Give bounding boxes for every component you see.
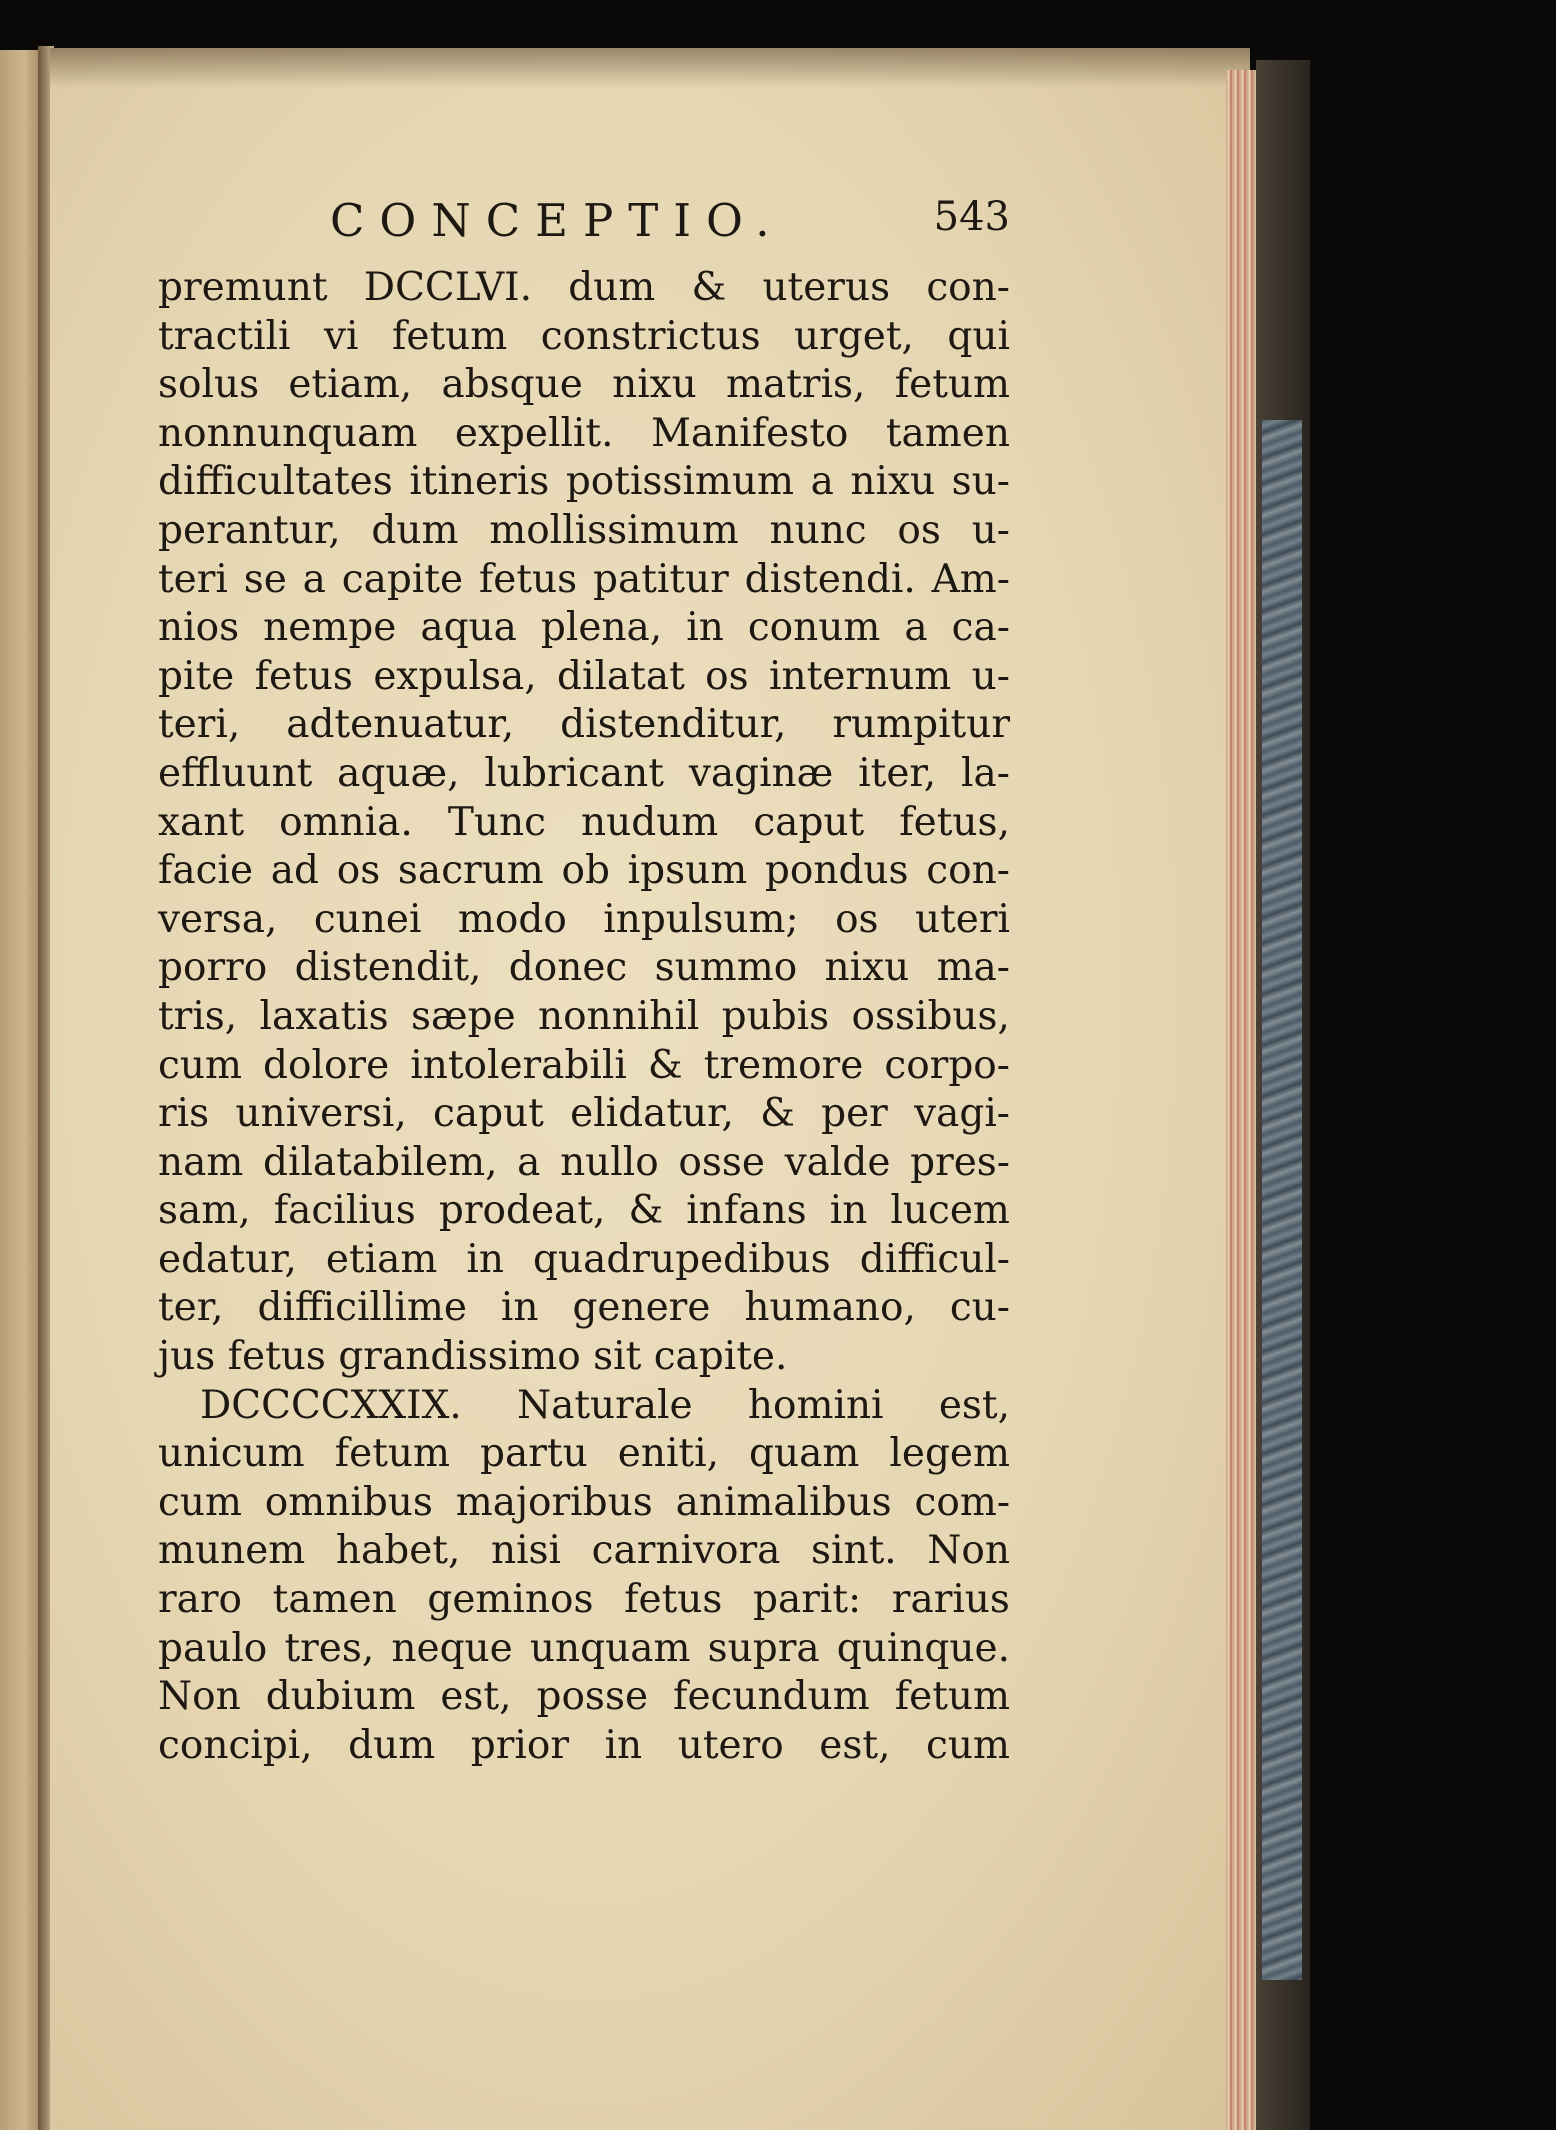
word: constrictus [540, 313, 761, 359]
word: elidatur, [570, 1091, 734, 1137]
word: cunei [313, 896, 422, 942]
word: in [466, 1236, 504, 1282]
word: qui [947, 313, 1010, 359]
word: & [691, 265, 727, 310]
left-page-edge [0, 50, 40, 2130]
word: ossibus, [851, 993, 1010, 1039]
word: unicum [158, 1431, 305, 1477]
word: vagi- [914, 1091, 1010, 1137]
word: versa, [158, 896, 278, 942]
running-title: CONCEPTIO. [330, 194, 785, 247]
word: cum [158, 1479, 242, 1525]
word: ad [270, 848, 320, 894]
word: supra [707, 1625, 820, 1671]
word: DCCCCXXIX. [200, 1382, 462, 1428]
word: difficultates [158, 459, 393, 505]
text-line [158, 313, 1010, 362]
word: omnibus [264, 1479, 433, 1525]
word: intolerabili [410, 1042, 627, 1088]
word: a [302, 556, 326, 602]
word: su- [951, 459, 1010, 505]
word: ob [561, 848, 610, 894]
word: pres- [910, 1139, 1010, 1185]
word: nunc [769, 507, 867, 553]
word: dolore [263, 1042, 390, 1088]
word: nempe [263, 605, 397, 651]
word: est, [819, 1722, 891, 1768]
word: DCCLVI. [363, 265, 532, 310]
word: difficul- [859, 1236, 1010, 1282]
word: munem [158, 1528, 306, 1574]
word: fetum [334, 1431, 450, 1477]
word: cum [926, 1722, 1010, 1768]
text-line [158, 361, 1010, 410]
word: a [810, 459, 834, 505]
word: nixu [612, 362, 697, 408]
word: ma- [936, 945, 1010, 991]
text-line [158, 1722, 1010, 1771]
word: a [517, 1139, 541, 1185]
word: tamen [272, 1577, 397, 1623]
word: etiam, [288, 362, 413, 408]
word: nam [158, 1139, 244, 1185]
text-line [158, 993, 1010, 1042]
word: dum [371, 507, 459, 553]
word: corpo- [884, 1042, 1010, 1088]
word: la- [961, 750, 1010, 796]
word: lucem [890, 1188, 1010, 1234]
word: genere [572, 1285, 711, 1331]
word: fetum [894, 362, 1010, 408]
word: se [243, 556, 287, 602]
word: ris [158, 1091, 210, 1137]
word: valde [784, 1139, 891, 1185]
word: sit [593, 1334, 654, 1380]
word: eniti, [617, 1431, 719, 1477]
word: sint. [810, 1528, 897, 1574]
word: fetus [624, 1577, 723, 1623]
word: Am- [931, 556, 1010, 602]
text-line [158, 1527, 1010, 1576]
word: donec [508, 945, 628, 991]
word: con- [926, 265, 1010, 310]
word: tris, [158, 993, 238, 1039]
text-line [158, 556, 1010, 605]
word: dum [348, 1722, 436, 1768]
text-line [158, 1576, 1010, 1625]
word: sacrum [397, 848, 544, 894]
word: aqua [420, 605, 517, 651]
word: os [336, 848, 381, 894]
word: fetus [227, 1334, 339, 1380]
word: homini [747, 1382, 884, 1428]
text-line [158, 799, 1010, 848]
word: parit: [753, 1577, 862, 1623]
word: nisi [490, 1528, 562, 1574]
word: uterus [762, 265, 891, 310]
word: carnivora [591, 1528, 781, 1574]
word: humano, [744, 1285, 916, 1331]
word: aquæ, [337, 750, 460, 796]
text-line [158, 1284, 1010, 1333]
word: & [628, 1188, 664, 1234]
word: con- [926, 848, 1010, 894]
word: u- [971, 507, 1010, 553]
word: animalibus [675, 1479, 892, 1525]
page-number: 543 [933, 194, 1010, 240]
word: in [500, 1285, 539, 1331]
word: solus [158, 362, 260, 408]
word: mollissimum [489, 507, 739, 553]
word: summo [654, 945, 798, 991]
word: universi, [235, 1091, 407, 1137]
word: prior [470, 1722, 570, 1768]
word: rarius [891, 1577, 1010, 1623]
word: os [835, 896, 879, 942]
word: paulo [158, 1625, 268, 1671]
word: nixu [824, 945, 910, 991]
word: itineris [409, 459, 550, 505]
text-line [158, 1673, 1010, 1722]
word: neque [391, 1625, 513, 1671]
text-line [158, 750, 1010, 799]
word: partu [480, 1431, 588, 1477]
word: Naturale [517, 1382, 693, 1428]
word: fecundum [673, 1674, 870, 1720]
word: com- [914, 1479, 1010, 1525]
word: & [760, 1091, 795, 1137]
word: vi [323, 313, 359, 359]
word: premunt [158, 265, 328, 310]
running-head [158, 190, 1010, 264]
text-line [158, 410, 1010, 459]
body-text [158, 264, 1010, 1770]
word: potissimum [565, 459, 795, 505]
word: in [686, 605, 724, 651]
word: per [821, 1091, 888, 1137]
text-line [158, 1139, 1010, 1188]
word: prodeat, [438, 1188, 606, 1234]
word: cu- [949, 1285, 1010, 1331]
word: dilatat [557, 653, 685, 699]
word: caput [433, 1091, 544, 1137]
text-line [158, 1187, 1010, 1236]
word: u- [971, 653, 1010, 699]
word: distenditur, [560, 702, 787, 748]
word: in [829, 1188, 868, 1234]
word: difficillime [257, 1285, 467, 1331]
word: est, [440, 1674, 512, 1720]
word: geminos [427, 1577, 594, 1623]
text-line [158, 701, 1010, 750]
word: plena, [540, 605, 663, 651]
word: capite. [653, 1334, 788, 1380]
text-line [158, 944, 1010, 993]
word: cum [158, 1042, 242, 1088]
word: tres, [284, 1625, 375, 1671]
word: absque [441, 362, 583, 408]
word: dilatabilem, [263, 1139, 498, 1185]
word: caput [753, 799, 865, 845]
word: teri, [158, 702, 241, 748]
word: nullo [560, 1139, 659, 1185]
word: xant [158, 799, 245, 845]
text-line [158, 604, 1010, 653]
text-line [158, 1333, 1010, 1382]
word: pite [158, 653, 235, 699]
text-line [158, 264, 1010, 313]
text-line [158, 1382, 1010, 1431]
word: nudum [580, 799, 719, 845]
word: teri [158, 556, 228, 602]
word: etiam [325, 1236, 438, 1282]
text-line [158, 653, 1010, 702]
word: fetum [894, 1674, 1010, 1720]
word: grandissimo [338, 1334, 594, 1380]
word: dum [568, 265, 656, 310]
word: rumpitur [832, 702, 1010, 748]
word: jus [158, 1334, 228, 1380]
word: modo [457, 896, 567, 942]
word: Tunc [447, 799, 546, 845]
word: fetus [254, 653, 353, 699]
text-line [158, 507, 1010, 556]
word: os [897, 507, 941, 553]
text-line [158, 896, 1010, 945]
word: in [604, 1722, 643, 1768]
word: vaginæ [688, 750, 834, 796]
word: adtenuatur, [286, 702, 515, 748]
word: quadrupedibus [533, 1236, 831, 1282]
text-line [158, 458, 1010, 507]
word: Non [158, 1674, 241, 1720]
word: internum [769, 653, 952, 699]
word: fetum [391, 313, 508, 359]
word: quam [749, 1431, 860, 1477]
word: edatur, [158, 1236, 297, 1282]
word: tamen [885, 410, 1010, 456]
page-fore-edge [1226, 70, 1258, 2130]
word: habet, [335, 1528, 461, 1574]
word: inpulsum; [603, 896, 799, 942]
word: expulsa, [373, 653, 537, 699]
word: ipsum [627, 848, 748, 894]
word: sam, [158, 1188, 251, 1234]
word: distendit, [294, 945, 482, 991]
word: effluunt [158, 750, 313, 796]
word: nonnihil [537, 993, 700, 1039]
word: facilius [273, 1188, 416, 1234]
page-text [158, 190, 1010, 1770]
word: nixu [850, 459, 936, 505]
word: nios [158, 605, 240, 651]
word: est, [938, 1382, 1010, 1428]
word: pubis [721, 993, 830, 1039]
word: unquam [529, 1625, 691, 1671]
word: tremore [703, 1042, 864, 1088]
word: iter, [858, 750, 937, 796]
word: porro [158, 945, 268, 991]
word: dubium [265, 1674, 416, 1720]
word: quinque. [836, 1625, 1010, 1671]
word: matris, [726, 362, 866, 408]
word: capite [341, 556, 464, 602]
word: laxatis [259, 993, 389, 1039]
word: & [647, 1042, 683, 1088]
text-line [158, 1430, 1010, 1479]
text-line [158, 1090, 1010, 1139]
word: tractili [158, 313, 291, 359]
word: ca- [951, 605, 1010, 651]
word: pondus [764, 848, 909, 894]
word: conum [747, 605, 881, 651]
word: majoribus [455, 1479, 653, 1525]
word: Non [927, 1528, 1010, 1574]
text-line [158, 1042, 1010, 1091]
word: osse [678, 1139, 765, 1185]
word: posse [536, 1674, 649, 1720]
text-line [158, 1625, 1010, 1674]
text-line [158, 847, 1010, 896]
word: fetus, [899, 799, 1010, 845]
word: nonnunquam [158, 410, 418, 456]
word: distendi. [744, 556, 916, 602]
word: sæpe [410, 993, 516, 1039]
word: ter, [158, 1285, 224, 1331]
word: lubricant [484, 750, 664, 796]
word: concipi, [158, 1722, 313, 1768]
word: os [705, 653, 749, 699]
word: omnia. [279, 799, 413, 845]
text-line [158, 1236, 1010, 1285]
word: utero [677, 1722, 784, 1768]
word: patitur [593, 556, 729, 602]
word: infans [686, 1188, 807, 1234]
marbled-cover [1262, 420, 1302, 1980]
word: a [904, 605, 928, 651]
text-line [158, 1479, 1010, 1528]
word: legem [889, 1431, 1010, 1477]
word: uteri [915, 896, 1010, 942]
word: facie [158, 848, 254, 894]
word: perantur, [158, 507, 341, 553]
word: raro [158, 1577, 243, 1623]
word: fetus [478, 556, 578, 602]
word: urget, [794, 313, 914, 359]
word: expellit. [454, 410, 614, 456]
word: Manifesto [650, 410, 849, 456]
page-shadow [50, 48, 1250, 88]
